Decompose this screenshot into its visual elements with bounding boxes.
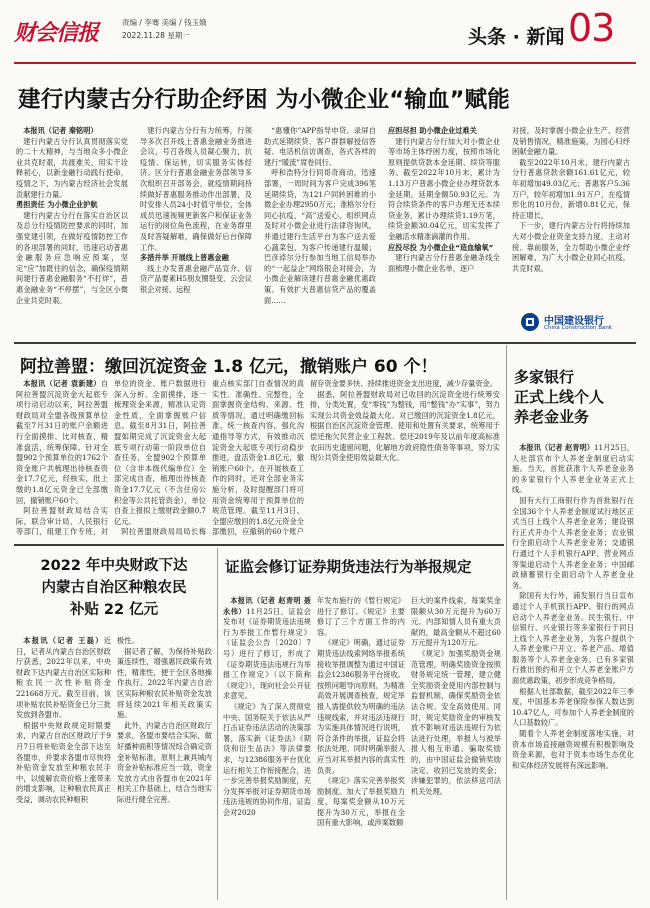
paragraph: 阿拉善盟财政局结合实际，联合审计局、人民银行等部门，组建工作专班，对	[16, 506, 108, 537]
subheading: 应投尽投 为小微企业“造血输氧”	[388, 242, 494, 252]
vertical-divider-right	[506, 345, 507, 900]
divider-a2	[14, 544, 504, 546]
paragraph: 建行内蒙古分行认真贯彻落实党的二十大精神，与当地众多小微企业共克时艰，共渡难关，用实干诠释初心，以新金融行动践行使命，疫情之下，为内蒙古经济社会发展贡献建行力量。	[16, 136, 128, 199]
article3-col1	[16, 636, 111, 902]
article2-headline: 阿拉善盟：缴回沉淀资金 1.8 亿元，撤销账户 60 个！	[20, 357, 438, 377]
article1-col5	[512, 126, 630, 306]
paragraph: 留存资金要多快、持续推进资金支出进度，减少存量资金。	[310, 379, 497, 388]
issue-date: 2022.11.28 星期一	[122, 31, 190, 40]
editors-line: 责编 / 李骞 美编 / 钱玉娥	[122, 18, 207, 27]
article3-headline-l1: 2022 年中央财政下达	[40, 558, 188, 574]
section-title: 头条 · 新闻	[468, 26, 565, 48]
paragraph-text: 近日，记者从内蒙古自治区财政厅获悉，2022年以来，中央财政下达内蒙古自治区实际种粮农民一次性补贴资金221668万元。截至目前，该项补贴农民补贴资金已分三批发放到各盟市。	[16, 636, 111, 720]
paragraph: 国有大行工商银行作为首批银行在全国36个个人养老金制度试行地区正式当日上线个人养老金业务；建设银行正式开办个人养老金业务；农业银行全面启动个人养老金业务；交通银行通过个人手机银行APP、营业网点等渠道启动个人养老金业务；中国邮政储蓄银行全面启动个人养老金业务。	[512, 495, 634, 590]
paragraph: 随着个人养老金制度落地实施，对资本市场直接融资规模有积极影响及资金来源，也对于资本市场生态优化和实体经济发展将有深远影响。	[512, 729, 634, 770]
byline-paragraph	[16, 636, 111, 721]
paragraph: 此外，内蒙古自治区财政厅要求，各盟市要结合实际，做好播种面积等情况综合确定资金补贴标准，原则上兼具城内资金补贴标准应当一致，资金发放方式由各盟市在2021年相关工作基础上，结合当地实际进行健全完善。	[117, 720, 212, 804]
masthead-rule	[14, 62, 636, 64]
article5-col1	[512, 443, 634, 903]
byline: 本报讯（记者 秦铭明）	[23, 126, 98, 135]
article3-headline-l2: 内蒙古自治区种粮农民	[41, 580, 187, 596]
article1-col3	[264, 126, 376, 334]
subheading: 多措并举 开展线上普惠金融	[140, 253, 229, 263]
paragraph-text: 11月25日，证监会发布对《证券期货违法违规行为举报工作暂行规定》（证监会公告〔2020〕7号）进行了修订，形成了《证券期货违法违规行为举报工作规定》（以下简称《规定》），现向社会公开征求意见。	[223, 606, 311, 701]
paragraph-text: 自阿拉善盟沉淀资金大起底专项行动启动以来，阿拉善盟财政局对全盟各级预算单位截至7月31日的账户余额进行全面摸排、比对核查，精准盘活，统筹保障。针对全盟902个预算单位的1762个资金账户共梳理出待核查资金17.7亿元，经核实，批上缴的1.8亿元资金已全部缴回，撤销账户60个。	[16, 379, 108, 505]
article5-headline-l3: 养老金业务	[514, 408, 590, 426]
byline: 本报讯（记者 王磊）	[23, 636, 104, 645]
article3-headline-l3: 补贴 22 亿元	[69, 602, 159, 618]
article4-headline: 证监会修订证券期货违法行为举报规定	[225, 560, 472, 576]
article1-col2	[140, 126, 252, 334]
article4-col1	[223, 596, 311, 902]
article5-headline-l1: 多家银行	[514, 368, 575, 386]
paragraph: 根据人社部数据，截至2022年三季度，中国基本养老保险参保人数达到10.47亿人，可参加个人养老金制度的人口基数较广。	[512, 686, 634, 728]
paragraph: 下一步，建行内蒙古分行将持续加大对小微企业资金支持力度，主动对接、靠前服务，全力帮助小微企业纾困解难，为广大小微企业同心抗疫，共克时艰。	[512, 221, 630, 273]
paragraph: 年发布施行的《暂行规定》进行了修订。《规定》主要修订了三个方面工作的内容。	[317, 596, 405, 637]
subheading: 勇担责任 为小微企业护航	[16, 200, 98, 210]
vertical-divider-mid	[217, 548, 218, 900]
paragraph-text: 11月25日，人社部官布个人养老金制度启动实施。当天，首批获准个人养老金业务的多家银行个人养老金业务正式上线。	[512, 443, 634, 495]
paragraph: 根据中央财政规定时限要求，内蒙古自治区财政厅于9月7日将补贴资金全部下达至各盟市，并要求各盟市尽快将补贴资金发放至种粮农民手中，以缓解农资价格上涨带来的增支影响，让种粮农民真正受益，调动农民种粮积	[16, 720, 111, 804]
paragraph: 《规定》为了深入贯彻党中央、国务院关于依法从严打击证券违法活动的决策部署，落实新《证券法》《期货和衍生品法》等法律要求，与12386服务平台优化运行相关工作衔接配合，进一步完善举报奖励制度，充分发挥举报对证券期货市场违法违规的协同作用，证监会对2020	[223, 701, 311, 817]
page-number: 03	[568, 6, 615, 50]
ccb-logo	[520, 310, 635, 336]
article1-headline: 建行内蒙古分行助企纾困 为小微企业“输血”赋能	[18, 87, 511, 113]
paragraph: 截至2022年10月末，建行内蒙古分行普惠贷款余额161.61亿元，较年初增加49.03亿元；普惠客户5.36万户，较年初增加1.91万户，在疫情形化的10月份，新增0.81亿元，保持正增长。	[512, 157, 630, 220]
paragraph: 据记者了解，为保持补贴政策连续性，增强惠民政策有效性，精准性，便于全区各地操作执行，2022年内蒙古自治区实际种粮农民补贴资金发放将延续2021年相关政策实施。	[117, 646, 212, 720]
paragraph: 除国有大行外，浦发银行当日宣布通过个人手机银行APP、银行的网点启动个人养老金业务。民生银行、中信银行、兴业银行等多家银行于同日上线个人养老金业务，为客户提供个人养老金账户开立、养老产品、增值服务等个人养老金业务。已有多家银行推出预约和开立个人养老金账户方面优惠政策，初步形成竞争格局。	[512, 591, 634, 686]
paragraph: 《规定》加强奖励资金规范管理，明确奖励资金按照财务规定统一管理，建立健全奖励资金使用内部控制与监督机制，确保奖励资金依法合规、安全高效使用。同时，规定奖励资金的审核发放不影响对违法违规行为依法进行处理，举报人与被举报人相互串通、骗取奖励的，由中国证监会撤销奖励决定、收回已发放的奖金；涉嫌犯罪的，依法移送司法机关处理。	[411, 648, 501, 796]
article1-col1	[16, 126, 128, 334]
paragraph: 阿拉善盟财政局局局长梅	[121, 527, 206, 537]
article2-col4	[310, 379, 500, 537]
byline-paragraph	[16, 126, 128, 137]
ccb-name-cn: 中国建设银行	[544, 316, 604, 327]
paragraph: 建行内蒙古分行有力统筹，行领导多次召开线上普惠金融业务推进会议，号召各级人员凝心聚力，抗疫情、保运转，切实服务实体经济。区分行普惠金融业务部领导多次组织召开部务会，就疫情期间持续做好普惠服务推动作出部署，及时安排人员24小时值守单位，全体成员迅速视频更新客户和保证业务运行的岗位角色流程，在业务群里及时答疑解难，确保做好后台保障工作。	[140, 126, 252, 252]
paragraph: 建行内蒙古分行普惠金融条线全面梳理小微企业名单，逐户	[388, 253, 500, 273]
paragraph: 极性。	[117, 636, 139, 645]
paragraph: 据悉，阿拉善盟财政局对已收回的沉淀资金进行统筹安排，分类处置，变“零钱”为整钱，用“整钱”办“实事”，努力实现公共资金效益最大化。对已缴回的沉淀资金1.8亿元，根据自治区沉淀资金管理、使用和处置有关要求，统筹用于偿还拖欠民营企业工程款、偿还2019年及以前年度高标准农田历史遗留问题，化解地方政府隐性债务等事项，努力实现公共资金使用效益最大化。	[310, 389, 500, 463]
divider-a1	[14, 342, 636, 344]
logo: 财会信报	[14, 21, 99, 46]
byline: 本报讯（记者 赵青明）	[519, 443, 594, 452]
byline: 本报讯（记者 袁新建）	[23, 379, 101, 388]
byline-paragraph	[223, 596, 311, 702]
byline-paragraph	[16, 379, 108, 506]
paragraph: “惠懂你”APP指导申贷、录屏自助式延期续贷、客户群群解授信答疑、电话机信访调查，各式各样的建行“暖流”席卷同行。	[264, 126, 376, 167]
subheading: 应担尽担 助小微企业过难关	[388, 126, 477, 135]
byline-paragraph	[512, 443, 634, 496]
article4-col2	[317, 596, 405, 902]
ccb-emblem-icon	[520, 312, 540, 332]
article5-headline-l2: 正式上线个人	[514, 388, 605, 406]
paragraph: 建行内蒙古分行在落实自治区以及总分行疫情防控要求的同时，加强党建引领，在做好疫情防控工作的各项部署的同时，迅速启动普惠金融服务应急响应预案，坚定“应”加既往的信念，确保疫情期间建行普惠金融服务“不打烊”，普惠金融业务“不停摆”，与全区小微企业共克时艰。	[16, 210, 128, 305]
byline: 本报讯（记者 赵青明 聂永伟）	[223, 596, 311, 616]
article1-col4	[388, 126, 500, 334]
paragraph: 建行内蒙古分行加大对小微企业等市场主体纾困力度，按照市场化原则提供贷款本金延期、续贷等服务。截至2022年10月末，累计为1.13万户普惠小微企业办理贷款本金延期，延期金额50.93亿元。为符合续贷条件的客户办理无还本续贷业务，累计办理续贷1.19万笔，续贷金额30.04亿元，切实发挥了金融活水精准滴灌的作用。	[388, 136, 500, 241]
article3-col2	[117, 636, 212, 902]
paragraph: 《规定》落实完善举报奖励制度。加大了举报奖励力度，每案奖金额从10万元提升为30万元，举报在全国有重大影响，或涉案数额	[317, 776, 405, 828]
masthead	[0, 0, 650, 60]
paragraph: 对接，及时掌握小微企业生产、经营及销售情况，精准施策，为园心归纾困献金融力量。	[512, 126, 630, 157]
paragraph: 单位的资金、账户数据进行深入分析、全面摸排，逐一梳理资金来源，精准认定资金性质，全面掌握账户信息。截至8月31日，阿拉善盟如期完成了沉淀资金大起底专项行动第一阶段单位自查任务，全盟902个预算单位（含非本级代编单位）全部完成自查，梳理出待核查资金17.7亿元（不含住房公积金等公共托管资金），单位自查上报拟上缴财政金额0.7亿元。	[114, 379, 206, 526]
article2-col3	[212, 379, 304, 537]
paragraph: 巨大的案件线索，每案奖金限额从30万元提升为60万元。内部知情人员有重大贡献的，最高金额从不超过60万元提升为120万元。	[411, 596, 501, 648]
article2-col1	[16, 379, 108, 537]
article4-col3	[411, 596, 501, 902]
paragraph: 线上办发普惠金融产品宣介、信贷产品要素H5朋友圈裂变、云会议银企对接、远程	[140, 263, 252, 294]
article2-col2	[114, 379, 206, 537]
paragraph: 重点核实部门自查情况的真实性、准确性、完整性，全面掌握资金结构、来源、性质等情况，通过明确缴回标准，统一核查内容，强化沟通指导等方式，有效推动沉淀资金大起底专项行动稳步推进，盘活资金1.8亿元，撤销账户60个。在开展核查工作的同时，还对全部业务实施分析，及时提醒部门将可用资金统筹用于预算单位的规范管理。截至11月3日，全盟应缴回的1.8亿元资金全部缴回，应撤销的60个账户	[212, 379, 304, 537]
paragraph: 呼和浩特分行同哥奇商动，迅速部署，一周时间为客户完成396笔延期续贷，为121户同转困难的小微企业办理2950万元；准格尔分行同心抗疫，“高”送爱心，组织网点及时对小微企业进行法律咨询风，并通过建行生活平台为客户送去爱心蔬菜包，为客户传递建行温暖；巴彦淖尔分行参加当地工信局举办的“一起益企”网络银企对接会，为小微企业解读建行普惠金融优惠政策。有效扩大普惠信贷产品的覆盖面……	[264, 168, 376, 305]
paragraph: 《规定》明确，通过证券期货违法线索网络举报系统接收举报调整为通过中国证监会12386服务平台接收。按照问题导向原则，为精准高效开展调查核查，规定举报人需提供较为明确的违法违规线索，并对违法违规行为实施具体情况进行说明，符合条件的举报，证监会将依法处理。同时明确举报人应当对其举报内容的真实性负责。	[317, 638, 405, 775]
ccb-name-en: China Construction Bank	[544, 325, 613, 331]
